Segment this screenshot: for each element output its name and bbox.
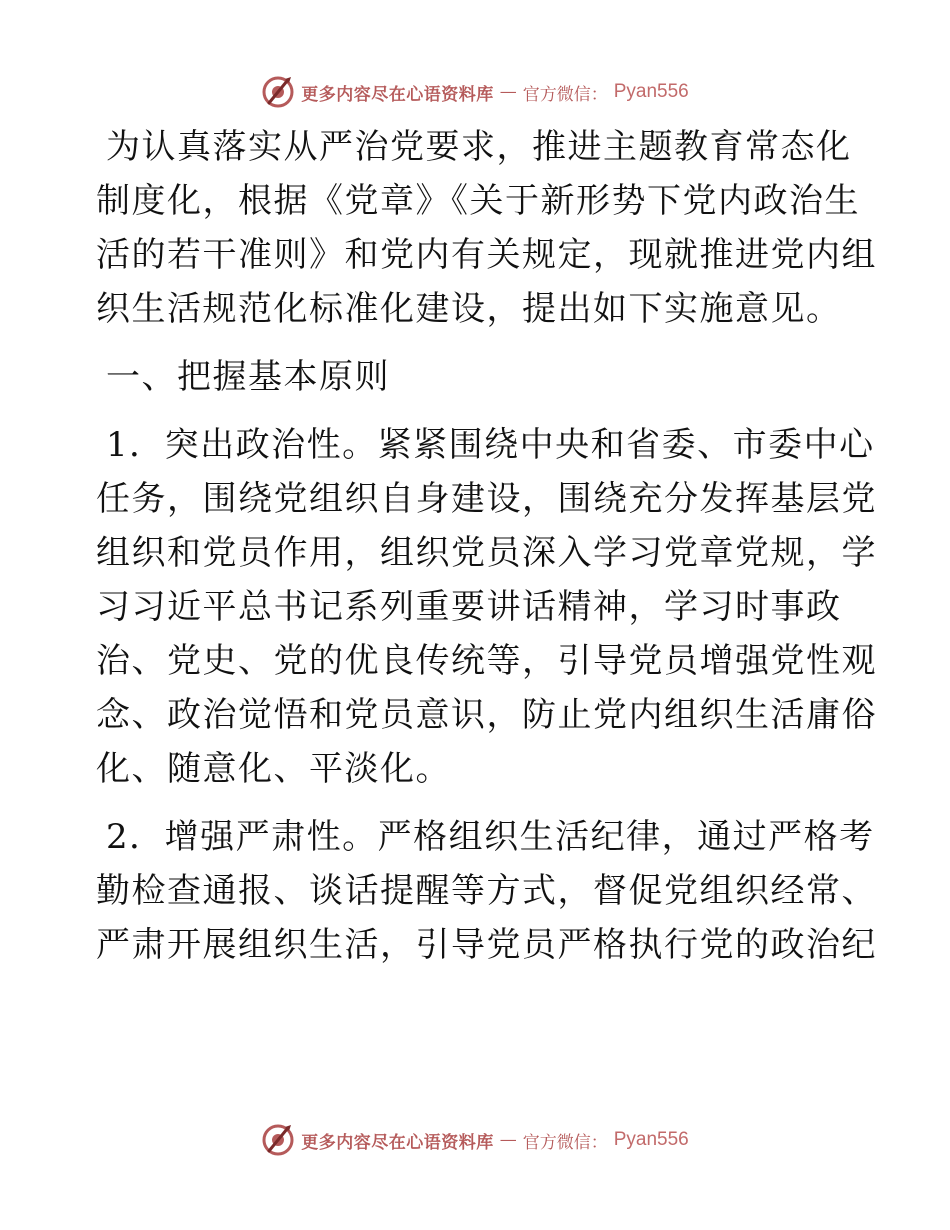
text-line: 1．突出政治性。紧紧围绕中央和省委、市委中心: [106, 425, 875, 465]
text-line: 组织和党员作用，组织党员深入学习党章党规，学: [96, 533, 877, 573]
text-line: 织生活规范化标准化建设，提出如下实施意见。: [96, 289, 842, 329]
watermark-separator: —: [499, 82, 517, 102]
logo-icon: [261, 1123, 295, 1157]
text-line: 化、随意化、平淡化。: [96, 749, 451, 789]
text-line: 治、党史、党的优良传统等，引导党员增强党性观: [96, 641, 877, 681]
watermark-brand-text: 更多内容尽在心语资料库: [301, 84, 494, 105]
watermark-wechat-handle: Pyan556: [613, 1129, 689, 1150]
logo-icon: [261, 75, 295, 109]
intro-paragraph: [96, 120, 877, 336]
document-body: [96, 120, 877, 972]
text-line: 活的若干准则》和党内有关规定，现就推进党内组: [96, 235, 877, 275]
text-line: 念、政治觉悟和党员意识，防止党内组织生活庸俗: [96, 695, 877, 735]
text-line: 2．增强严肃性。严格组织生活纪律，通过严格考: [106, 817, 875, 857]
section-heading: 一、把握基本原则: [106, 357, 390, 397]
watermark-wechat-handle: Pyan556: [613, 81, 689, 102]
text-line: 任务，围绕党组织自身建设，围绕充分发挥基层党: [96, 479, 877, 519]
principle-item-2: [96, 810, 877, 972]
watermark-wechat-label: 官方微信：: [522, 1132, 608, 1153]
text-line: 勤检查通报、谈话提醒等方式，督促党组织经常、: [96, 871, 877, 911]
watermark-separator: —: [499, 1130, 517, 1150]
watermark-banner-bottom: [0, 1120, 950, 1160]
watermark-wechat-label: 官方微信：: [522, 84, 608, 105]
text-line: 严肃开展组织生活，引导党员严格执行党的政治纪: [96, 925, 877, 965]
text-line: 制度化，根据《党章》《关于新形势下党内政治生: [96, 181, 860, 221]
principle-item-1: [96, 418, 877, 796]
text-line: 习习近平总书记系列重要讲话精神，学习时事政: [96, 587, 842, 627]
text-line: 为认真落实从严治党要求，推进主题教育常态化: [106, 127, 852, 167]
watermark-brand-text: 更多内容尽在心语资料库: [301, 1132, 494, 1153]
watermark-banner-top: [0, 72, 950, 112]
